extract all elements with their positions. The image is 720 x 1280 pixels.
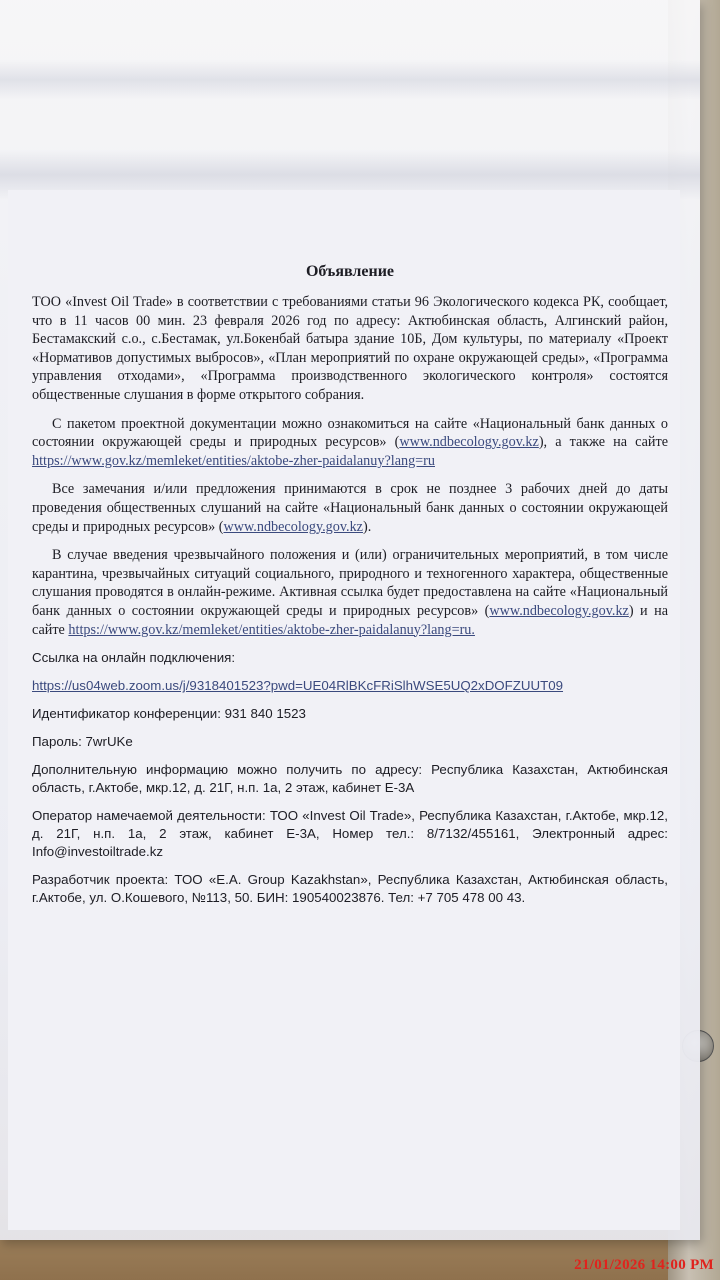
- paragraph-hearing: ТОО «Invest Oil Trade» в соответствии с требованиями статьи 96 Экологического кодекса РК, сообщает, что в 11 часов 00 мин. 23 февраля 2026 год по адресу: Актюбинская область, Алгинский район, Бестамакский с.о., с.Бестамак, ул.Бокенбай батыра здание 10Б, Дом культуры, по материалу «Проект «Нормативов допустимых выбросов», «План мероприятий по охране окружающей среды», «Программа управления отходами», «Программа производственного экологического контроля» состоятся общественные слушания в форме открытого собрания.: [32, 294, 668, 403]
- operator-info: Оператор намечаемой деятельности: ТОО «Invest Oil Trade», Республика Казахстан, г.Актобе, мкр.12, д. 21Г, н.п. 1а, 2 этаж, кабинет Е-3А, Номер тел.: 8/7132/455161, Электронный адрес: Info@investoiltrade.kz: [32, 808, 668, 860]
- paragraph-emergency: В случае введения чрезвычайного положения и (или) ограничительных мероприятий, в том числе карантина, чрезвычайных ситуаций социального, природного и техногенного характера, общественные слушания проводятся в онлайн-режиме. Активная ссылка будет предоставлена на сайте «Национальный банк данных о состоянии окружающей среды и природных ресурсов» (www.ndbecology.gov.kz) и на сайте https://www.gov.kz/memleket/entities/aktobe-zher-paidalanuy?lang=ru.: [32, 547, 668, 638]
- ndbecology-link: www.ndbecology.gov.kz: [399, 434, 539, 451]
- zoom-link: https://us04web.zoom.us/j/9318401523?pwd=UE04RlBKcFRiSlhWSE5UQ2xDOFZUUT09: [32, 678, 564, 694]
- gov-kz-link: https://www.gov.kz/memleket/entities/aktobe-zher-paidalanuy?lang=ru: [32, 452, 435, 469]
- additional-info: Дополнительную информацию можно получить по адресу: Республика Казахстан, Актюбинская область, г.Актобе, мкр.12, д. 21Г, н.п. 1а, 2 этаж, кабинет Е-3А: [32, 762, 668, 796]
- ndbecology-link: www.ndbecology.gov.kz: [223, 518, 363, 535]
- timestamp: 21/01/2026 14:00 PM: [574, 1257, 714, 1273]
- plastic-fold: [0, 60, 700, 100]
- notice-title: Объявление: [305, 263, 395, 280]
- online-label: Ссылка на онлайн подключения:: [32, 650, 236, 666]
- notice-text: [32, 262, 668, 917]
- paragraph-comments: Все замечания и/или предложения принимаются в срок не позднее 3 рабочих дней до даты проведения общественных слушаний на сайте «Национальный банк данных о состоянии окружающей среды и природных ресурсов» (www.ndbecology.gov.kz).: [32, 481, 668, 535]
- ndbecology-link: www.ndbecology.gov.kz: [489, 602, 629, 619]
- developer-info: Разработчик проекта: ТОО «E.A. Group Kazakhstan», Республика Казахстан, Актюбинская область, г.Актобе, ул. О.Кошевого, №113, 50. БИН: 190540023876. Тел: +7 705 478 00 43.: [32, 872, 668, 906]
- paragraph-documentation: С пакетом проектной документации можно ознакомиться на сайте «Национальный банк данных о состоянии окружающей среды и природных ресурсов» (www.ndbecology.gov.kz), а также на сайте https://www.gov.kz/memleket/entities/aktobe-zher-paidalanuy?lang=ru: [32, 415, 668, 469]
- conference-id: Идентификатор конференции: 931 840 1523: [32, 706, 306, 722]
- gov-kz-link: https://www.gov.kz/memleket/entities/aktobe-zher-paidalanuy?lang=ru.: [68, 621, 475, 638]
- password: Пароль: 7wrUKe: [32, 734, 133, 750]
